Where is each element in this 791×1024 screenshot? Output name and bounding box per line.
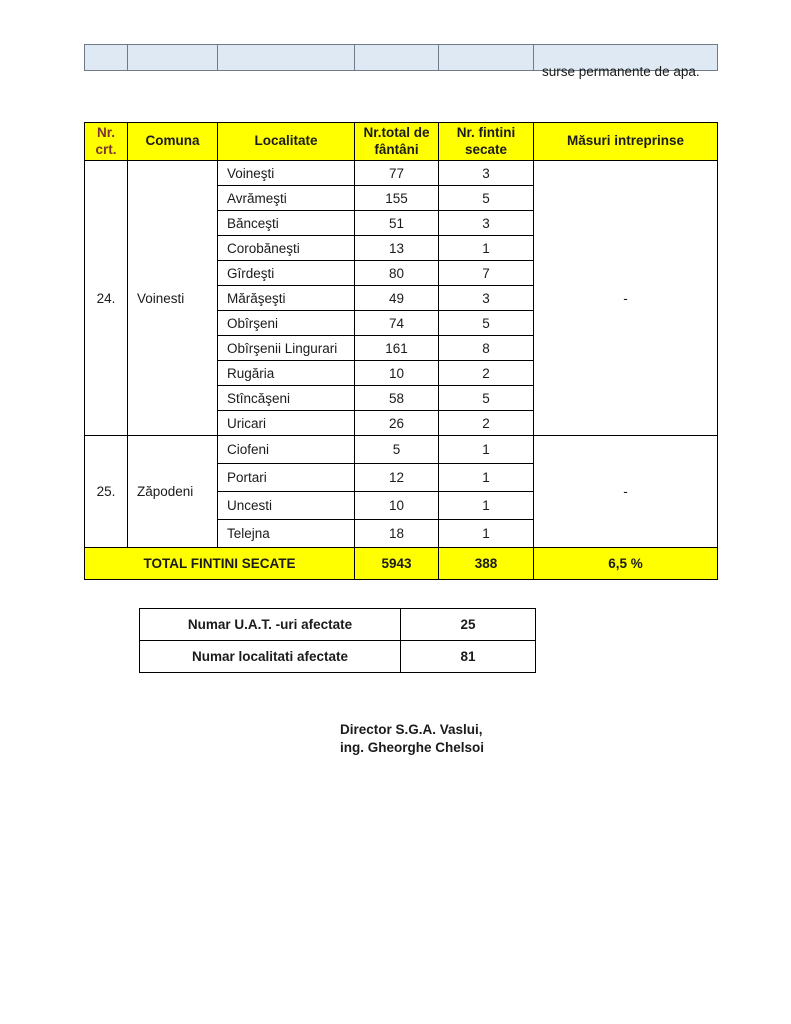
total-cell: 10: [355, 492, 439, 520]
total-cell: 58: [355, 386, 439, 411]
total-cell: 77: [355, 161, 439, 186]
summary-localitati-value: 81: [401, 641, 536, 673]
continuation-cell-secate: [439, 45, 534, 71]
total-label: TOTAL FINTINI SECATE: [85, 548, 355, 580]
continuation-cell-nr: [85, 45, 128, 71]
secate-cell: 3: [439, 161, 534, 186]
summary-table: [139, 608, 536, 673]
summary-row-uat: [140, 609, 536, 641]
secate-cell: 1: [439, 464, 534, 492]
group-25-masuri: -: [534, 436, 718, 548]
total-cell: 10: [355, 361, 439, 386]
group-24-masuri: -: [534, 161, 718, 436]
continuation-cell-total: [355, 45, 439, 71]
summary-uat-label: Numar U.A.T. -uri afectate: [140, 609, 401, 641]
signature-title: Director S.G.A. Vaslui,: [340, 722, 483, 737]
total-row: [85, 548, 718, 580]
localitate-cell: Uricari: [218, 411, 355, 436]
header-nr-fintini-secate: Nr. fintini secate: [439, 123, 534, 161]
summary-uat-value: 25: [401, 609, 536, 641]
group-24-nr: 24.: [85, 161, 128, 436]
localitate-cell: Rugăria: [218, 361, 355, 386]
header-nr-crt: Nr. crt.: [85, 123, 128, 161]
total-cell: 18: [355, 520, 439, 548]
secate-cell: 5: [439, 311, 534, 336]
table-row: [85, 161, 718, 186]
continuation-cell-comuna: [128, 45, 218, 71]
secate-cell: 1: [439, 492, 534, 520]
localitate-cell: Obîrşenii Lingurari: [218, 336, 355, 361]
total-cell: 13: [355, 236, 439, 261]
secate-cell: 2: [439, 411, 534, 436]
group-25-nr: 25.: [85, 436, 128, 548]
header-comuna: Comuna: [128, 123, 218, 161]
summary-localitati-label: Numar localitati afectate: [140, 641, 401, 673]
total-cell: 5: [355, 436, 439, 464]
total-cell: 161: [355, 336, 439, 361]
total-percent-value: 6,5 %: [534, 548, 718, 580]
wells-table-header-row: [85, 123, 718, 161]
localitate-cell: Obîrşeni: [218, 311, 355, 336]
total-secate-value: 388: [439, 548, 534, 580]
secate-cell: 3: [439, 286, 534, 311]
secate-cell: 1: [439, 236, 534, 261]
header-masuri-intreprinse: Măsuri intreprinse: [534, 123, 718, 161]
total-cell: 49: [355, 286, 439, 311]
table-row: [85, 436, 718, 464]
continuation-row-table: [84, 44, 718, 79]
header-localitate: Localitate: [218, 123, 355, 161]
localitate-cell: Ciofeni: [218, 436, 355, 464]
localitate-cell: Uncesti: [218, 492, 355, 520]
secate-cell: 3: [439, 211, 534, 236]
total-cell: 26: [355, 411, 439, 436]
localitate-cell: Telejna: [218, 520, 355, 548]
localitate-cell: Stîncăşeni: [218, 386, 355, 411]
secate-cell: 5: [439, 386, 534, 411]
summary-row-localitati: [140, 641, 536, 673]
signature-name: ing. Gheorghe Chelsoi: [340, 740, 485, 755]
continuation-cell-masuri: [534, 45, 718, 79]
secate-cell: 8: [439, 336, 534, 361]
continuation-row: [85, 45, 718, 71]
group-25-comuna: Zăpodeni: [128, 436, 218, 548]
wells-table: [84, 122, 718, 580]
localitate-cell: Bănceşti: [218, 211, 355, 236]
total-cell: 80: [355, 261, 439, 286]
total-cell: 51: [355, 211, 439, 236]
localitate-cell: Mărăşeşti: [218, 286, 355, 311]
continuation-note-text: surse permanente de apa.: [542, 64, 700, 79]
localitate-cell: Corobăneşti: [218, 236, 355, 261]
continuation-cell-localitate: [218, 45, 355, 71]
secate-cell: 7: [439, 261, 534, 286]
localitate-cell: Voineşti: [218, 161, 355, 186]
localitate-cell: Gîrdeşti: [218, 261, 355, 286]
total-cell: 74: [355, 311, 439, 336]
secate-cell: 5: [439, 186, 534, 211]
header-nr-total-fantani: Nr.total de fântâni: [355, 123, 439, 161]
total-cell: 12: [355, 464, 439, 492]
secate-cell: 2: [439, 361, 534, 386]
secate-cell: 1: [439, 520, 534, 548]
total-cell: 155: [355, 186, 439, 211]
total-fantani-value: 5943: [355, 548, 439, 580]
secate-cell: 1: [439, 436, 534, 464]
group-24-comuna: Voinesti: [128, 161, 218, 436]
localitate-cell: Portari: [218, 464, 355, 492]
signature-block: [340, 721, 484, 757]
localitate-cell: Avrămeşti: [218, 186, 355, 211]
